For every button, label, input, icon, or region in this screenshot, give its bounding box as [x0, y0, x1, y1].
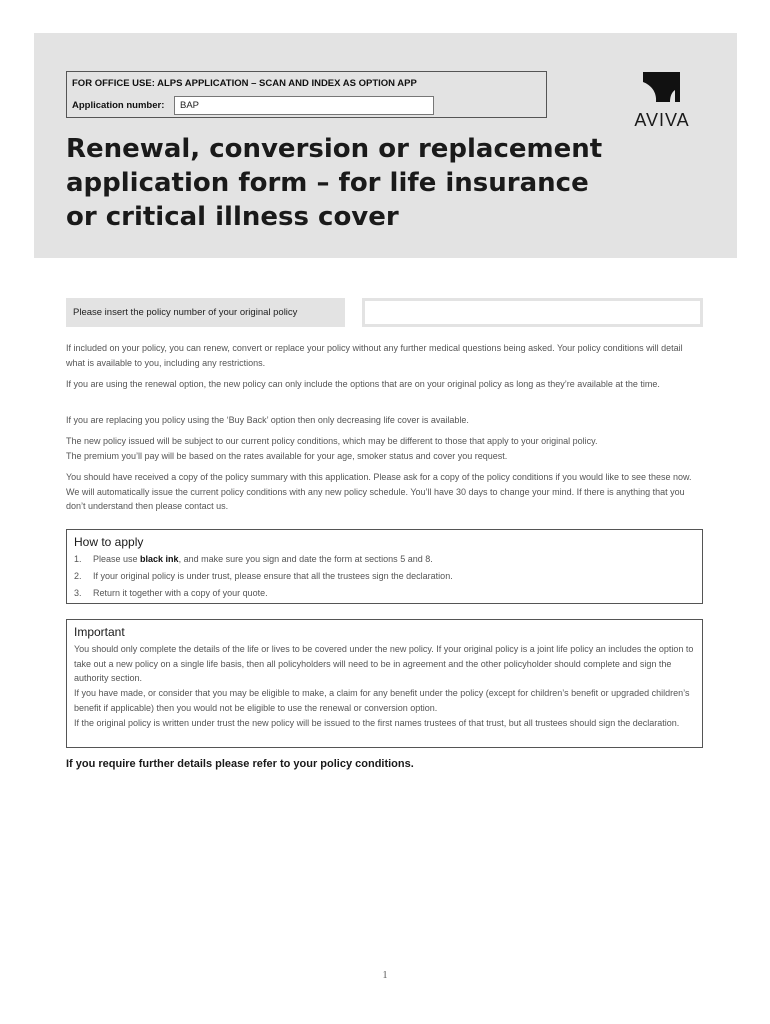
- buyback-paragraph: If you are replacing you policy using the ‘Buy Back’ option then only decreasing life cover is available.: [66, 415, 469, 425]
- office-use-box: [66, 71, 547, 118]
- important-paragraph: If the original policy is written under trust the new policy will be issued to the first names trustees of that trust, but all trustees should sign the declaration.: [74, 718, 680, 728]
- intro-paragraph: If included on your policy, you can renew, convert or replace your policy without any further medical questions being asked. Your policy conditions will detail what is available to you, including any restrictions.: [66, 343, 683, 368]
- aviva-logo-icon: [620, 70, 704, 110]
- page-number: 1: [382, 970, 388, 981]
- logo-text: AVIVA: [634, 110, 690, 130]
- aviva-logo: [620, 70, 704, 130]
- how-to-apply-box: [66, 529, 703, 604]
- conditions-paragraph: The new policy issued will be subject to our current policy conditions, which may be different to those that apply to your original policy.: [66, 436, 598, 446]
- list-item: 2. If your original policy is under trust, please ensure that all the trustees sign the declaration.: [74, 571, 453, 581]
- application-number-label: Application number:: [72, 100, 165, 111]
- renewal-paragraph: If you are using the renewal option, the new policy can only include the options that are on your original policy as long as they’re available at the time.: [66, 379, 660, 389]
- policy-number-field[interactable]: [362, 298, 703, 327]
- how-to-apply-title: How to apply: [74, 535, 144, 549]
- summary-paragraph: You should have received a copy of the policy summary with this application. Please ask for a copy of the policy conditions if you would like to see these now. We will automatically issue the current policy conditions with any new policy schedule. You’ll have 30 days to change your mind. If there is anything that you don’t understand then please contact us.: [66, 472, 692, 511]
- important-title: Important: [74, 625, 125, 639]
- page-title: Renewal, conversion or replacement application form – for life insurance or critical illness cover: [66, 134, 603, 232]
- list-item: 1. Please use black ink, and make sure you sign and date the form at sections 5 and 8.: [74, 554, 433, 564]
- important-paragraph: If you have made, or consider that you may be eligible to make, a claim for any benefit under the policy (except for children’s benefit or upgraded children’s benefit if applicable) then you would not be eligible to use the renewal or conversion option.: [74, 688, 690, 713]
- office-use-title: FOR OFFICE USE: ALPS APPLICATION – SCAN AND INDEX AS OPTION APP: [72, 78, 417, 89]
- important-paragraph: You should only complete the details of the life or lives to be covered under the new policy. If your original policy is a joint life policy an includes the option to take out a new policy on a single life basis, then all policyholders will need to be in agreement and the other policyholder should complete and sign the authority section.: [74, 644, 694, 683]
- important-box: [66, 619, 703, 748]
- premium-paragraph: The premium you’ll pay will be based on the rates available for your age, smoker status and cover you request.: [66, 451, 508, 461]
- application-number-field[interactable]: BAP: [174, 96, 434, 115]
- policy-number-label: Please insert the policy number of your original policy: [66, 298, 345, 327]
- list-item: 3. Return it together with a copy of your quote.: [74, 588, 268, 598]
- further-details-note: If you require further details please refer to your policy conditions.: [66, 758, 414, 770]
